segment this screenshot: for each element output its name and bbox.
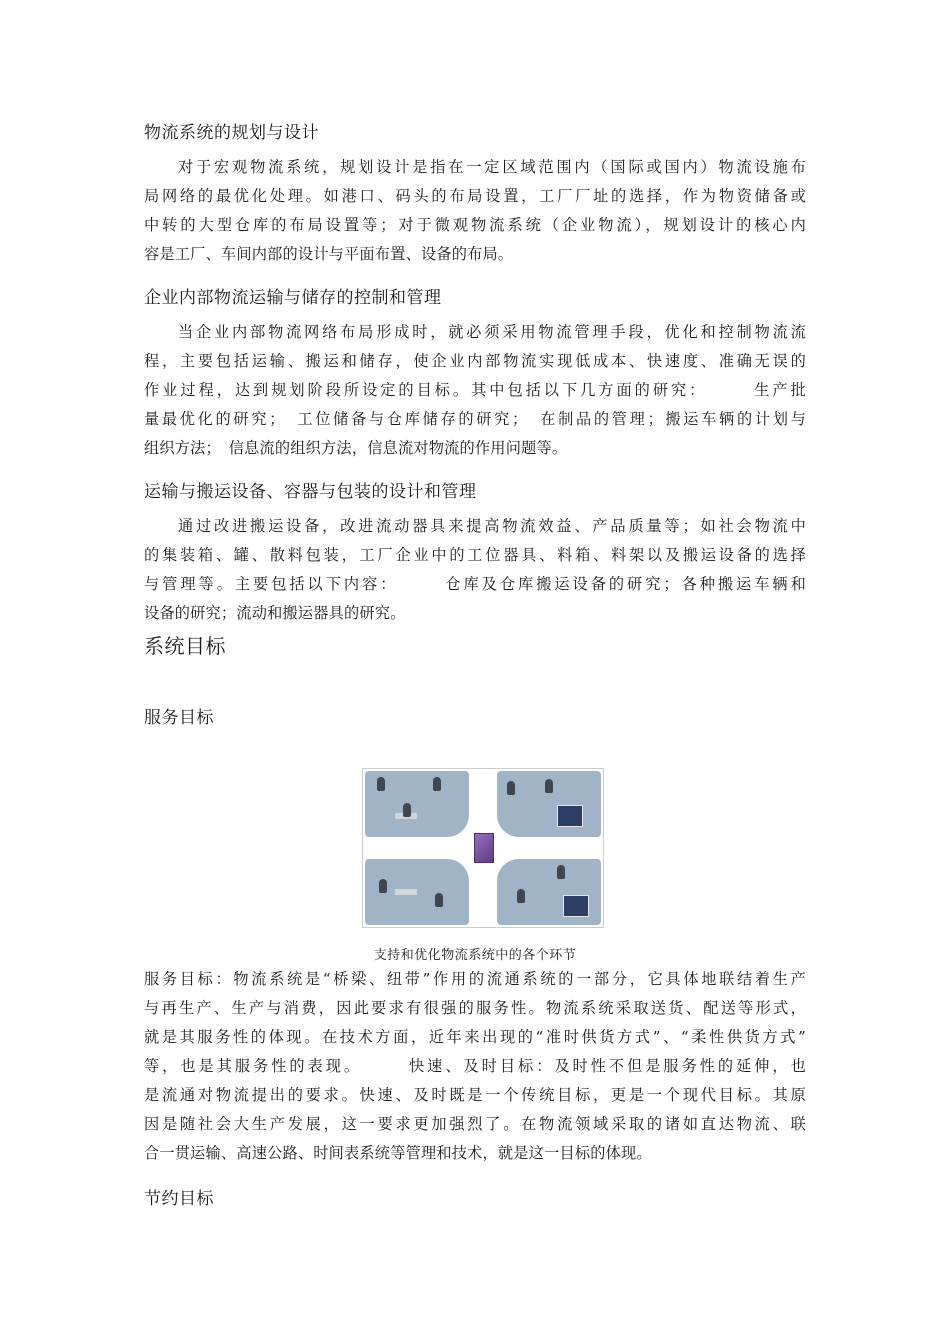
person-icon <box>377 777 385 791</box>
paragraph-line: 组织方法； 信息流的组织方法，信息流对物流的作用问题等。 <box>144 439 568 457</box>
paragraph-line: 就是其服务性的体现。在技术方面，近年来出现的“准时供货方式”、“柔性供货方式” <box>144 1028 806 1046</box>
person-icon <box>557 865 565 879</box>
section-heading-saving-goals: 节约目标 <box>144 1189 214 1209</box>
paragraph-line: 当企业内部物流网络布局形成时，就必须采用物流管理手段，优化和控制物流流 <box>178 323 806 341</box>
person-icon <box>403 803 411 817</box>
figure-caption: 支持和优化物流系统中的各个环节 <box>373 948 577 963</box>
paragraph-line: 局网络的最优化处理。如港口、码头的布局设置，工厂厂址的选择，作为物资储备或 <box>144 187 806 205</box>
person-icon <box>433 777 441 791</box>
person-icon <box>545 779 553 793</box>
person-icon <box>435 893 443 907</box>
paragraph-line: 对于宏观物流系统，规划设计是指在一定区域范围内（国际或国内）物流设施布 <box>178 158 806 176</box>
photo-icon <box>563 895 589 917</box>
paragraph-line: 通过改进搬运设备，改进流动器具来提高物流效益、产品质量等；如社会物流中 <box>178 517 806 535</box>
diagram-quadrant <box>365 859 469 925</box>
section-heading-planning: 物流系统的规划与设计 <box>144 123 319 143</box>
paragraph-line: 服务目标：物流系统是“桥梁、纽带”作用的流通系统的一部分，它具体地联结着生产 <box>144 970 806 988</box>
paragraph-line: 的集装箱、罐、散料包装，工厂企业中的工位器具、料箱、料架以及搬运设备的选择 <box>144 546 806 564</box>
diagram-quadrant <box>365 771 469 837</box>
section-heading-internal-logistics: 企业内部物流运输与储存的控制和管理 <box>144 288 442 308</box>
paragraph-line: 设备的研究；流动和搬运器具的研究。 <box>144 604 406 622</box>
paragraph-line: 合一贯运输、高速公路、时间表系统等管理和技术，就是这一目标的体现。 <box>144 1144 652 1162</box>
logistics-diagram-image <box>362 768 604 928</box>
section-heading-system-goals: 系统目标 <box>144 634 226 658</box>
section-heading-service-goals: 服务目标 <box>144 708 214 728</box>
paragraph-line: 与管理等。主要包括以下内容： 仓库及仓库搬运设备的研究；各种搬运车辆和 <box>144 575 806 593</box>
paragraph-line: 中转的大型仓库的布局设置等；对于微观物流系统（企业物流），规划设计的核心内 <box>144 216 806 234</box>
paragraph-line: 因是随社会大生产发展，这一要求更加强烈了。在物流领域采取的诸如直达物流、联 <box>144 1115 806 1133</box>
paragraph-line: 程，主要包括运输、搬运和储存，使企业内部物流实现低成本、快速度、准确无误的 <box>144 352 806 370</box>
section-heading-equipment: 运输与搬运设备、容器与包装的设计和管理 <box>144 482 477 502</box>
paragraph-line: 是流通对物流提出的要求。快速、及时既是一个传统目标，更是一个现代目标。其原 <box>144 1086 806 1104</box>
photo-icon <box>557 805 583 827</box>
paragraph-line: 与再生产、生产与消费，因此要求有很强的服务性。物流系统采取送货、配送等形式， <box>144 999 806 1017</box>
person-icon <box>517 889 525 903</box>
person-icon <box>379 879 387 893</box>
desk-icon <box>395 889 417 895</box>
diagram-quadrant <box>497 859 601 925</box>
paragraph-line: 作业过程，达到规划阶段所设定的目标。其中包括以下几方面的研究： 生产批 <box>144 381 806 399</box>
paragraph-line: 等，也是其服务性的表现。 快速、及时目标：及时性不但是服务性的延伸，也 <box>144 1057 806 1075</box>
paragraph-line: 容是工厂、车间内部的设计与平面布置、设备的布局。 <box>144 245 514 263</box>
diagram-quadrant <box>497 771 601 837</box>
person-icon <box>507 781 515 795</box>
paragraph-line: 量最优化的研究； 工位储备与仓库储存的研究； 在制品的管理；搬运车辆的计划与 <box>144 410 806 428</box>
server-cube-icon <box>474 833 494 863</box>
